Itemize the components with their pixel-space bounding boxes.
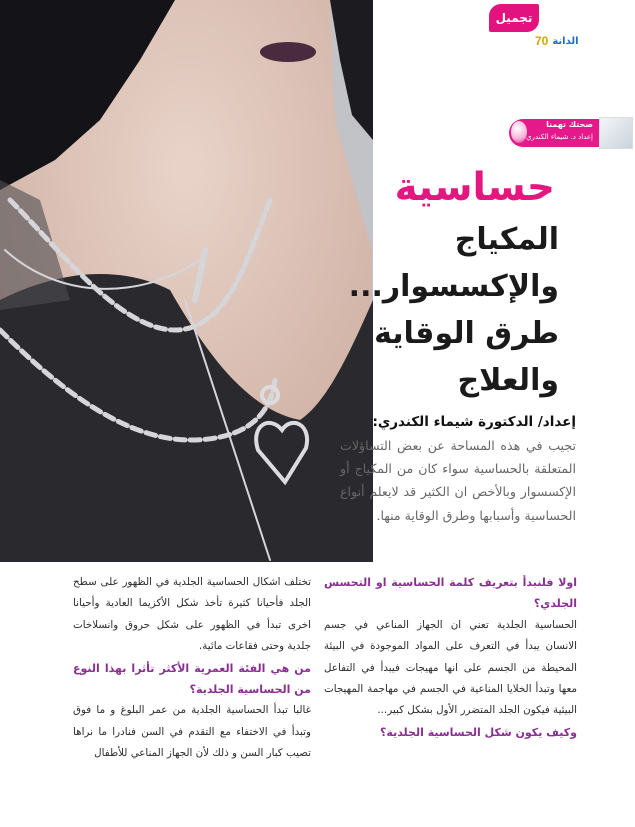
question-heading: وكيف يكون شكل الحساسية الجلدية؟ [380, 725, 577, 739]
answer-paragraph: تختلف اشكال الحساسية الجلدية في الظهور على سطح الجلد فأحيانا كثيرة تأخذ شكل الأكزيما العادية وأحيانا اخرى تبدأ في الظهور على شكل حروق وانسلاخات جلدية وحتى فقاعات مائية. [73, 576, 311, 653]
section-tag: تجميل [489, 4, 539, 32]
body-column-left [73, 572, 311, 765]
column-thumbnail [599, 117, 633, 149]
subtitle-line: والإكسسوار... [348, 269, 559, 304]
article-title: حساسية [394, 165, 555, 210]
page-number: 70 [535, 34, 549, 48]
column-banner [509, 117, 633, 150]
lightbulb-icon [511, 121, 527, 143]
article-subtitle [309, 216, 559, 404]
answer-paragraph: الحساسية الجلدية تعني ان الجهاز المناعي في جسم الانسان يبدأ في التعرف على المواد الموجودة في البيئة المحيطة من الجسم على انها مهيجات فيبدأ في التفاعل معها وتبدأ الخلايا المناعية في الجسم في مهاجمة المهيجات البيئية فيكون الجلد المتضرر الأول بشكل كبير... [324, 618, 577, 717]
subtitle-line: المكياج [454, 222, 559, 257]
subtitle-line: والعلاج [457, 363, 559, 398]
column-author: إعداد د. شيماء الكندري [526, 133, 593, 141]
body-column-right [324, 572, 577, 743]
subtitle-line: طرق الوقاية [374, 316, 559, 351]
page-brand [535, 32, 605, 50]
column-title: صحتك تهمنا [546, 120, 593, 129]
intro-paragraph: تجيب في هذه المساحة عن بعض التساؤلات المتعلقة بالحساسية سواء كان من المكياج أو الإكسسوار وبالأخص ان الكثير قد لايعلم أنواع الحساسية وأسبابها وطرق الوقاية منها. [340, 438, 576, 523]
author-line: إعداد/ الدكتورة شيماء الكندري: [372, 414, 576, 430]
question-heading: اولا فلنبدأ بتعريف كلمة الحساسية او التحسس الجلدي؟ [324, 576, 577, 611]
question-heading: من هي الفئة العمرية الأكثر تأثرا بهذا النوع من الحساسية الجلدية؟ [73, 661, 311, 697]
magazine-logo: الدانة [552, 35, 579, 47]
answer-paragraph: غالبا تبدأ الحساسية الجلدية من عمر البلوغ و ما فوق وتبدأ في الاختفاء مع التقدم في السن فنادرا ما نراها تصيب كبار السن و ذلك لأن الجهاز المناعي للأطفال [73, 704, 311, 760]
